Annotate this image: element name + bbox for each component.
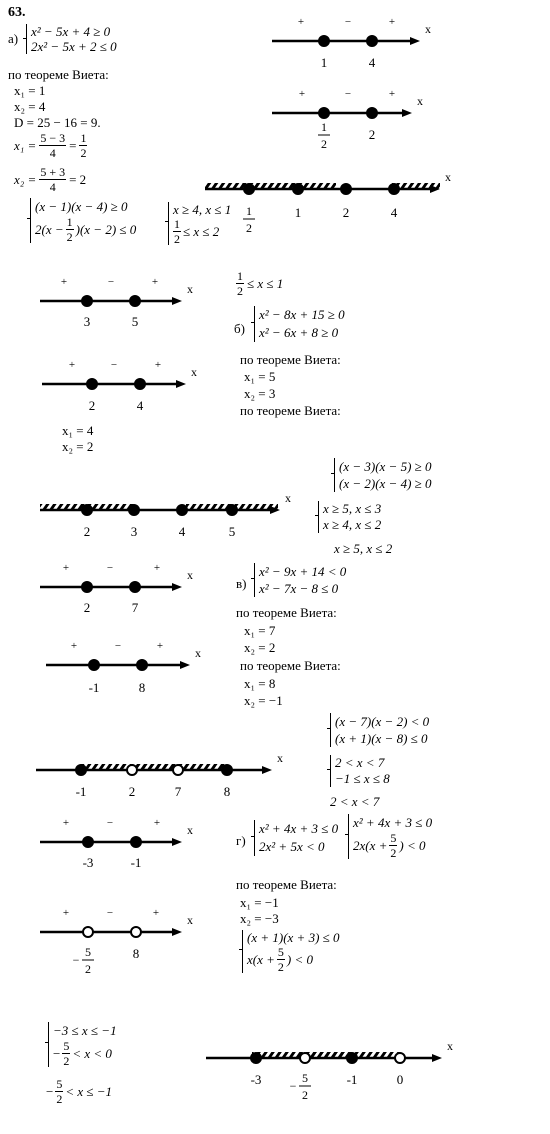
part-c-case1: 2 < x < 7 [335, 755, 385, 770]
nl6-tick-label-1: 3 [130, 524, 138, 539]
nl12-point-3 [395, 1053, 405, 1063]
nl10-point-1 [131, 837, 141, 847]
nl1-sign-0: + [297, 16, 305, 28]
part-a-fact2-b: )(x − 2) ≤ 0 [75, 221, 137, 237]
nl9-point-1 [127, 765, 137, 775]
nl7-arrow [172, 583, 182, 591]
nl11-tick-label-0-den: 2 [85, 962, 91, 976]
nl3-point-2 [341, 184, 351, 194]
nl11-point-0 [83, 927, 93, 937]
nl12-tick-label-1-num: 5 [302, 1071, 308, 1085]
nl4-sign-2: + [151, 276, 159, 288]
nl9-point-0 [76, 765, 86, 775]
nl1-point-0 [319, 36, 329, 46]
nl1-point-1 [367, 36, 377, 46]
frac-denominator: 2 [63, 1054, 70, 1068]
nl9-arrow [262, 766, 272, 774]
minus-sign: − [53, 1045, 61, 1061]
frac-denominator: 2 [66, 230, 73, 244]
nl6-tick-label-3: 5 [228, 524, 236, 539]
nl8-tick-label-0: -1 [88, 680, 100, 695]
part-a-x2: x₂ = 4 [14, 99, 46, 114]
nl3-tick-label-1: 1 [294, 205, 302, 220]
frac-denominator: 2 [277, 960, 284, 974]
nl3-point-3 [389, 184, 399, 194]
part-b-vieta2: по теореме Виета: [240, 403, 341, 418]
nl3-tick-label-0-den: 2 [246, 221, 252, 235]
frac-numerator: 5 [63, 1039, 70, 1053]
part-b-vieta1: по теореме Виета: [240, 352, 341, 367]
nl5-tick-label-1: 4 [136, 398, 144, 413]
frac-numerator: 1 [66, 215, 73, 229]
nl4-tick-label-1: 5 [131, 314, 139, 329]
frac-denominator: 4 [49, 146, 56, 160]
part-b-line1: x² − 8x + 15 ≥ 0 [259, 307, 345, 322]
part-d-case2: < x < 0 [72, 1045, 112, 1061]
nl6-point-0 [82, 505, 92, 515]
part-a-vieta: по теореме Виета: [8, 67, 109, 82]
part-a-label: а) [8, 31, 19, 46]
nl10-tick-label-1: -1 [130, 855, 142, 870]
nl6-tick-label-0: 2 [83, 524, 91, 539]
part-d-answer-text: < x ≤ −1 [65, 1084, 113, 1099]
frac-denominator: 2 [174, 232, 180, 246]
part-c-x3: x₁ = 8 [244, 676, 276, 691]
nl8-axis-label: x [195, 646, 201, 660]
nl1-axis-label: x [425, 22, 431, 36]
frac-denominator: 2 [56, 1092, 63, 1106]
nl2-tick-label-0-den: 2 [321, 137, 327, 151]
nl1-arrow [410, 37, 420, 45]
part-c-fact1: (x − 7)(x − 2) < 0 [335, 714, 430, 729]
nl12-point-2 [347, 1053, 357, 1063]
nl8-sign-1: − [114, 640, 122, 652]
part-d-line1: x² + 4x + 3 ≤ 0 [259, 821, 339, 836]
part-d-vieta: по теореме Виета: [236, 877, 337, 892]
nl6-point-3 [227, 505, 237, 515]
nl11-arrow [172, 928, 182, 936]
frac-numerator: 1 [174, 217, 180, 231]
nl5-sign-0: + [68, 359, 76, 371]
part-a-case1: x ≥ 4, x ≤ 1 [173, 202, 232, 217]
nl9-tick-label-2: 7 [174, 784, 182, 799]
nl11-sign-0: + [62, 907, 70, 919]
nl6-point-2 [177, 505, 187, 515]
nl8-point-1 [137, 660, 147, 670]
nl7-sign-2: + [153, 562, 161, 574]
nl10-sign-1: − [106, 817, 114, 829]
part-c-label: в) [236, 576, 247, 591]
nl7-point-0 [82, 582, 92, 592]
nl11-point-1 [131, 927, 141, 937]
part-b-case2: x ≥ 4, x ≤ 2 [323, 517, 382, 532]
part-c-vieta1: по теореме Виета: [236, 605, 337, 620]
nl4-sign-0: + [60, 276, 68, 288]
nl10-tick-label-0: -3 [82, 855, 94, 870]
nl6-point-1 [129, 505, 139, 515]
part-b-x3: x₁ = 4 [62, 423, 94, 438]
part-b-line2: x² − 6x + 8 ≥ 0 [259, 325, 339, 340]
part-c-vieta2: по теореме Виета: [240, 658, 341, 673]
part-d-fact1: (x + 1)(x + 3) ≤ 0 [247, 930, 340, 945]
nl1-sign-1: − [344, 16, 352, 28]
nl5-tick-label-0: 2 [88, 398, 96, 413]
nl8-arrow [180, 661, 190, 669]
nl5-arrow [176, 380, 186, 388]
part-c-x2: x₂ = 2 [244, 640, 276, 655]
nl9-axis-label: x [277, 751, 283, 765]
nl1-sign-2: + [388, 16, 396, 28]
nl5-point-0 [87, 379, 97, 389]
part-c-fact2: (x + 1)(x − 8) ≤ 0 [335, 731, 428, 746]
nl2-sign-1: − [344, 88, 352, 100]
nl12-tick-label-2: -1 [346, 1072, 358, 1087]
nl12-arrow [432, 1054, 442, 1062]
part-d-line2: 2x² + 5x < 0 [259, 839, 325, 854]
part-c-answer-text: 2 < x < 7 [330, 794, 380, 809]
nl9-point-2 [173, 765, 183, 775]
nl4-axis-label: x [187, 282, 193, 296]
nl11-axis-label: x [187, 913, 193, 927]
nl6-axis-label: x [285, 491, 291, 505]
part-a-line2: 2x² − 5x + 2 ≤ 0 [31, 39, 117, 54]
nl2-arrow [402, 109, 412, 117]
nl12-tick-label-1-sign: − [289, 1079, 297, 1093]
nl8-sign-0: + [70, 640, 78, 652]
frac-numerator: 5 [56, 1077, 63, 1091]
nl7-sign-1: − [106, 562, 114, 574]
part-b-x2: x₂ = 3 [244, 386, 276, 401]
part-a-x1: x₁ = 1 [14, 83, 46, 98]
nl11-tick-label-0-num: 5 [85, 945, 91, 959]
nl10-point-0 [83, 837, 93, 847]
nl3-point-0 [244, 184, 254, 194]
nl11-tick-label-1: 8 [132, 946, 140, 961]
nl1-tick-label-1: 4 [368, 55, 376, 70]
part-a-answer-text: ≤ x ≤ 1 [247, 276, 284, 291]
frac-denominator: 2 [237, 284, 243, 298]
nl11-sign-1: − [106, 907, 114, 919]
equals-sign: = [69, 138, 77, 153]
part-d-fact2-a: x(x + [247, 951, 275, 967]
nl10-sign-2: + [153, 817, 161, 829]
part-c-line2: x² − 7x − 8 ≤ 0 [259, 581, 339, 596]
nl9-tick-label-3: 8 [223, 784, 231, 799]
nl1-tick-label-0: 1 [320, 55, 328, 70]
nl2-axis-label: x [417, 94, 423, 108]
nl4-sign-1: − [107, 276, 115, 288]
nl4-arrow [172, 297, 182, 305]
part-c-case2: −1 ≤ x ≤ 8 [335, 771, 390, 786]
nl2-sign-0: + [298, 88, 306, 100]
part-d-x1: x₁ = −1 [240, 895, 279, 910]
nl8-tick-label-1: 8 [138, 680, 146, 695]
nl7-sign-0: + [62, 562, 70, 574]
nl10-sign-0: + [62, 817, 70, 829]
frac-numerator: 5 − 3 [40, 131, 66, 145]
nl8-sign-2: + [156, 640, 164, 652]
nl8-point-0 [89, 660, 99, 670]
nl4-point-1 [130, 296, 140, 306]
part-c-x4: x₂ = −1 [244, 693, 283, 708]
part-d-x2: x₂ = −3 [240, 911, 279, 926]
nl6-tick-label-2: 4 [178, 524, 186, 539]
part-b-fact1: (x − 3)(x − 5) ≥ 0 [339, 459, 432, 474]
nl7-axis-label: x [187, 568, 193, 582]
part-b-x4: x₂ = 2 [62, 439, 94, 454]
part-b-fact2: (x − 2)(x − 4) ≥ 0 [339, 476, 432, 491]
nl12-axis-label: x [447, 1039, 453, 1053]
part-a-fact2-a: 2(x − [35, 221, 64, 237]
nl3-tick-label-2: 2 [342, 205, 350, 220]
part-a-line1: x² − 5x + 4 ≥ 0 [31, 24, 111, 39]
nl3-axis-label: x [445, 170, 451, 184]
frac-numerator: 5 [390, 831, 397, 845]
frac-denominator: 4 [49, 180, 56, 194]
nl7-point-1 [130, 582, 140, 592]
part-d-case1: −3 ≤ x ≤ −1 [53, 1023, 117, 1038]
nl3-tick-label-0-num: 1 [246, 204, 252, 218]
nl2-point-0 [319, 108, 329, 118]
part-a-discriminant: D = 25 − 16 = 9. [14, 115, 101, 130]
nl9-tick-label-1: 2 [128, 784, 136, 799]
part-b-case1: x ≥ 5, x ≤ 3 [323, 501, 382, 516]
part-b-x1: x₁ = 5 [244, 369, 276, 384]
nl5-axis-label: x [191, 365, 197, 379]
result: = 2 [69, 172, 87, 187]
part-a-fact1: (x − 1)(x − 4) ≥ 0 [35, 199, 128, 214]
nl2-sign-2: + [388, 88, 396, 100]
frac-numerator: 5 + 3 [40, 165, 66, 179]
nl12-point-1 [300, 1053, 310, 1063]
nl7-tick-label-0: 2 [83, 600, 91, 615]
part-c-line1: x² − 9x + 14 < 0 [259, 564, 347, 579]
nl9-tick-label-0: -1 [75, 784, 87, 799]
minus-sign: − [46, 1084, 54, 1099]
frac-numerator: 5 [277, 945, 284, 959]
nl2-tick-label-0-num: 1 [321, 120, 327, 134]
part-b-label: б) [234, 321, 245, 336]
frac-denominator: 2 [80, 146, 87, 160]
nl2-point-1 [367, 108, 377, 118]
part-d-line4-a: 2x(x + [353, 837, 388, 853]
nl3-point-1 [293, 184, 303, 194]
nl10-arrow [172, 838, 182, 846]
part-a-root2-lhs: x₂ = [14, 172, 37, 187]
problem-number: 63. [8, 5, 26, 20]
nl2-tick-label-1: 2 [368, 127, 376, 142]
nl12-point-0 [251, 1053, 261, 1063]
nl12-tick-label-3: 0 [396, 1072, 404, 1087]
nl10-axis-label: x [187, 823, 193, 837]
part-c-x1: x₁ = 7 [244, 623, 276, 638]
frac-denominator: 2 [390, 846, 397, 860]
part-d-line3: x² + 4x + 3 ≤ 0 [353, 815, 433, 830]
nl4-point-0 [82, 296, 92, 306]
part-b-answer-text: x ≥ 5, x ≤ 2 [334, 541, 393, 556]
nl11-tick-label-0-sign: − [72, 953, 80, 967]
nl5-sign-2: + [154, 359, 162, 371]
nl4-tick-label-0: 3 [83, 314, 91, 329]
part-d-fact2-b: ) < 0 [286, 951, 314, 967]
part-d-line4-b: ) < 0 [399, 837, 426, 853]
part-d-label: г) [236, 833, 246, 848]
part-a-case2: ≤ x ≤ 2 [183, 223, 220, 239]
nl3-hatch-1 [242, 183, 336, 189]
frac-numerator: 1 [80, 131, 87, 145]
nl12-tick-label-1-den: 2 [302, 1088, 308, 1102]
nl11-sign-2: + [152, 907, 160, 919]
nl12-tick-label-0: -3 [250, 1072, 262, 1087]
nl5-point-1 [135, 379, 145, 389]
part-a-root1-lhs: x₁ = [14, 138, 37, 153]
nl3-tick-label-3: 4 [390, 205, 398, 220]
nl7-tick-label-1: 7 [131, 600, 139, 615]
frac-numerator: 1 [237, 269, 243, 283]
nl5-sign-1: − [110, 359, 118, 371]
nl9-point-3 [222, 765, 232, 775]
